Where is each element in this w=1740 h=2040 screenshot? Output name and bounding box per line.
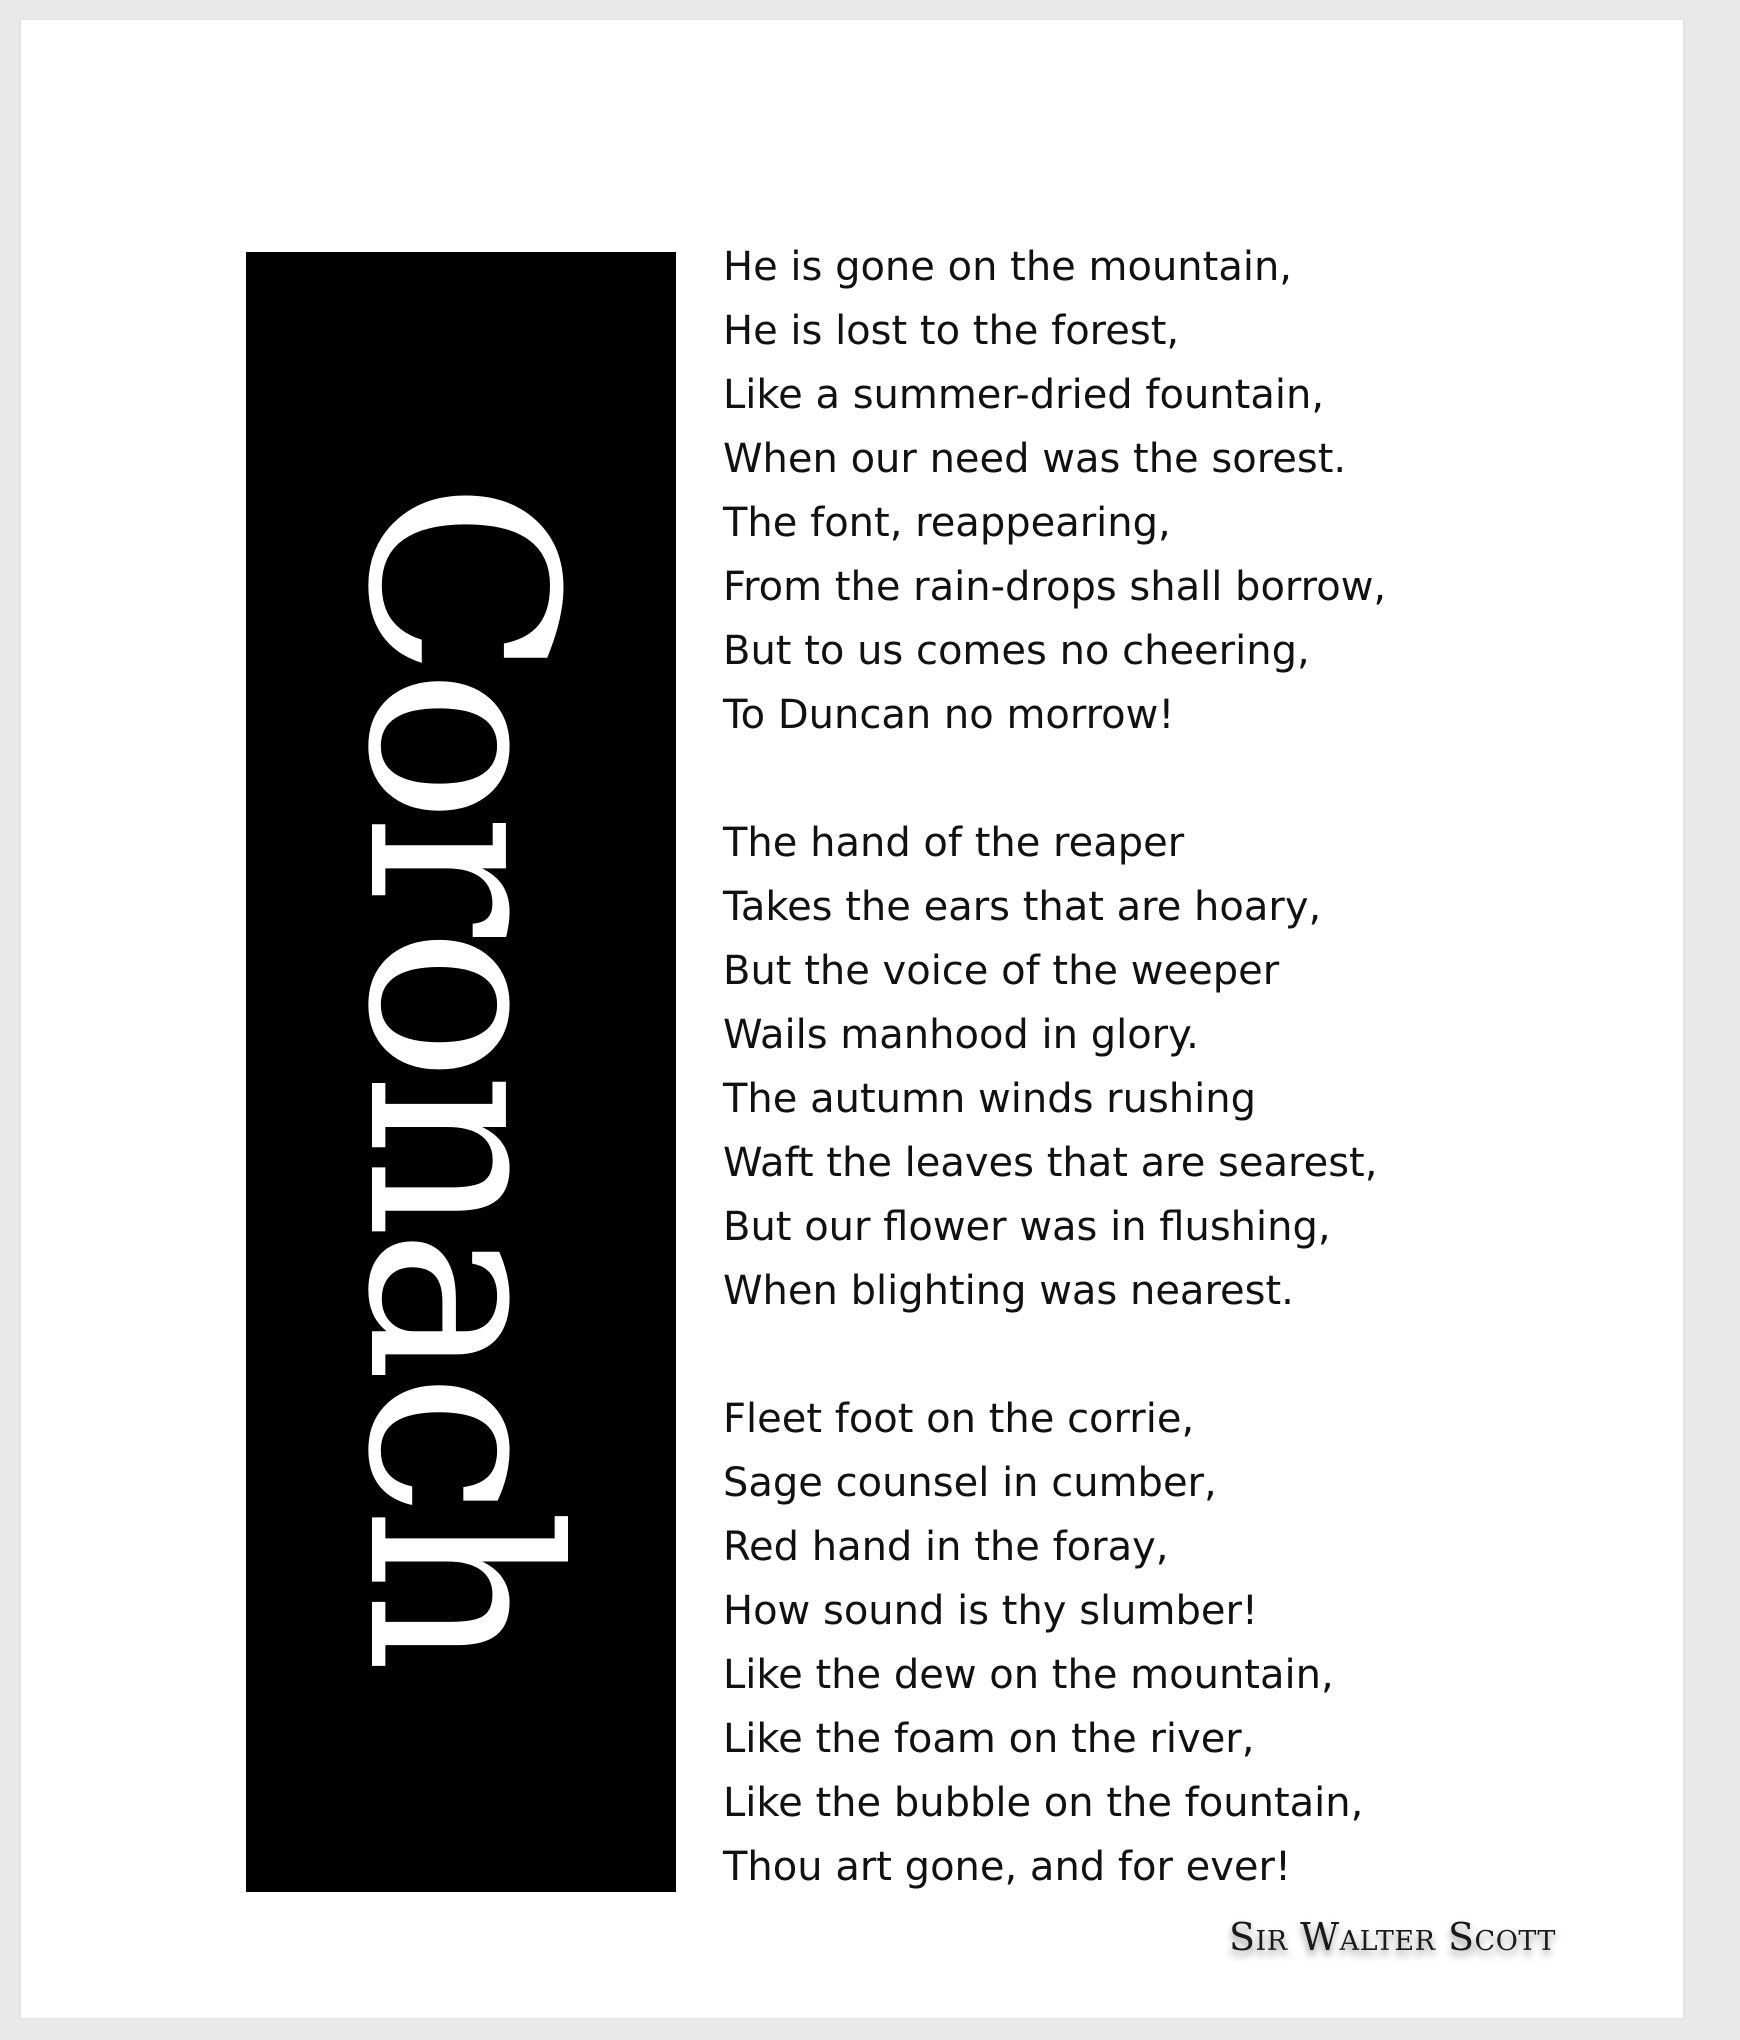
poem-line: The hand of the reaper (723, 820, 1185, 866)
poem-line: Like the foam on the river, (723, 1716, 1255, 1762)
poem-line: From the rain-drops shall borrow, (723, 564, 1387, 610)
stanza-1 (723, 235, 1583, 747)
poem-line: Red hand in the foray, (723, 1524, 1169, 1570)
poem-line: He is gone on the mountain, (723, 244, 1293, 290)
poem-line: When blighting was nearest. (723, 1268, 1294, 1314)
poem-line: Like the dew on the mountain, (723, 1652, 1334, 1698)
poem-line: How sound is thy slumber! (723, 1588, 1258, 1634)
poem-title: Coronach (311, 480, 611, 1664)
poem-line: Fleet foot on the corrie, (723, 1396, 1195, 1442)
poem-line: When our need was the sorest. (723, 436, 1347, 482)
poem-line: He is lost to the forest, (723, 308, 1180, 354)
poem-line: But the voice of the weeper (723, 948, 1280, 994)
poem-line: The font, reappearing, (723, 500, 1171, 546)
poem-line: To Duncan no morrow! (723, 692, 1175, 738)
title-panel (246, 252, 676, 1892)
stanza-3 (723, 1387, 1583, 1899)
poem-author: Sir Walter Scott (1229, 1915, 1556, 1959)
poem-line: Like a summer-dried fountain, (723, 372, 1325, 418)
poem-line: Sage counsel in cumber, (723, 1460, 1217, 1506)
poem-line: Thou art gone, and for ever! (723, 1844, 1291, 1890)
poem-line: Waft the leaves that are searest, (723, 1140, 1378, 1186)
poem-line: But our flower was in flushing, (723, 1204, 1331, 1250)
stanza-2 (723, 811, 1583, 1323)
poster-sheet (21, 20, 1683, 2018)
poem-line: Like the bubble on the fountain, (723, 1780, 1364, 1826)
poem-line: Takes the ears that are hoary, (723, 884, 1322, 930)
poem-line: But to us comes no cheering, (723, 628, 1310, 674)
poem-body (723, 235, 1583, 1899)
poem-line: The autumn winds rushing (723, 1076, 1257, 1122)
poem-line: Wails manhood in glory. (723, 1012, 1199, 1058)
